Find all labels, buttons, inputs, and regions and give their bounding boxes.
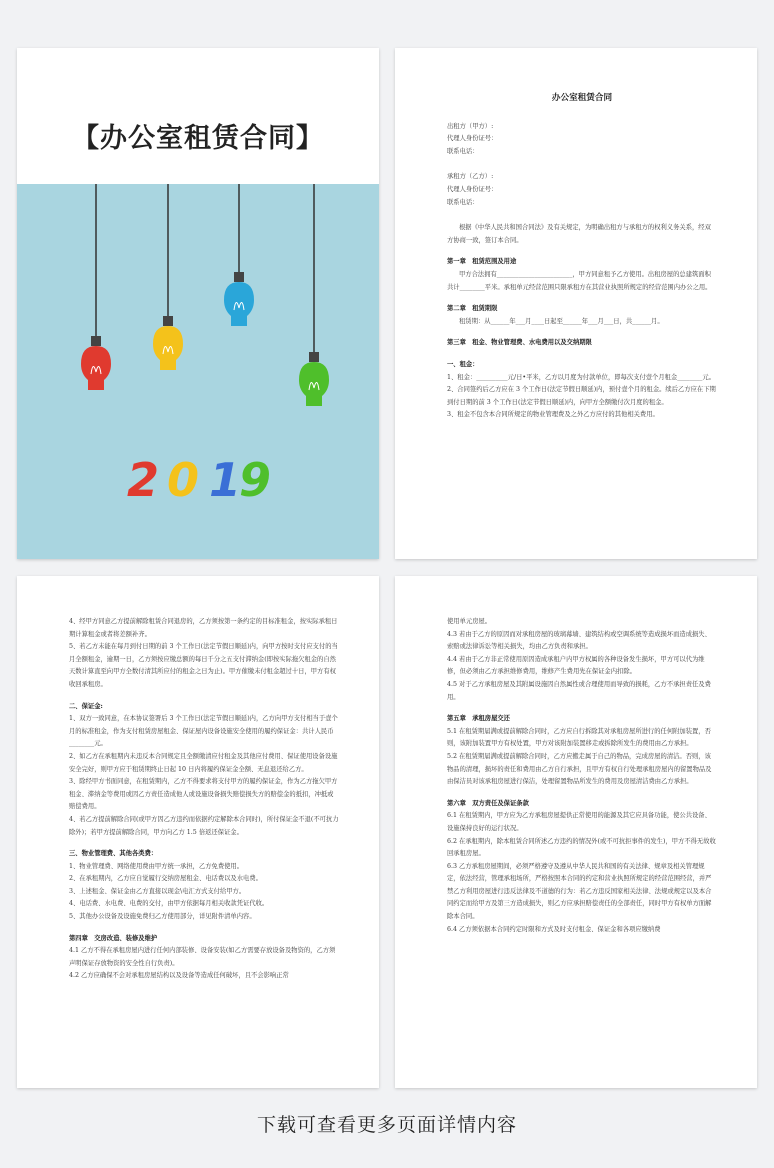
page-body: [447, 616, 717, 936]
paragraph: 4.4 若由于乙方非正常使用原因造成承租户内甲方权属的各种设备发生损坏，甲方可以代为维修，但必须由乙方承担维修费用，维修产生费用先在保证金内扣除。: [447, 655, 705, 676]
section-heading: 第二章 租赁期限: [447, 305, 498, 313]
contract-page-3: [395, 576, 757, 1088]
year-digit: 9: [239, 453, 272, 507]
paragraph: 1、物业管理费、网络使用费由甲方统一承担，乙方免费使用。: [69, 862, 244, 870]
blue-bulb-icon: [224, 184, 254, 326]
paragraph: 4.5 对于乙方承租房屋及其附属设施因自然属性或合理使用而导致的损耗，乙方不承担责任及费用。: [447, 680, 711, 701]
paragraph: 4.1 乙方不得在承租房屋内进行任何内部装修、设备安装(如乙方需要存放设备及物资的，乙方须声明保证存放物资的安全性自行负责)。: [69, 947, 336, 967]
green-bulb-icon: [299, 184, 329, 406]
contract-page-2: [17, 576, 379, 1088]
year-digit: 1: [209, 453, 242, 507]
paragraph: 4.3 若由于乙方的原因而对承租房屋的玻璃幕墙、建筑结构或空调系统等造成损坏而造成损失、索赔或法律诉讼等相关损失，均由乙方负责和承担。: [447, 630, 711, 651]
paragraph: 5、若乙方未能在每月到付日期的前 3 个工作日(法定节假日顺延)内，向甲方按时支付应支付的当月全额租金，逾期一日，乙方须按应缴总额的每日千分之五支付滞纳金(即按实际拖欠租金的自然天数计算直至向甲方全数付清其所应付的租金之日为止)。甲方催缴未付租金超过十日，甲方有权收回承租房。: [69, 643, 338, 688]
paragraph: 6.2 在承租期内，除本租赁合同所述乙方违约的情况外(或不可抗拒事件的发生)，甲方不得无故收回承租房屋。: [447, 837, 716, 858]
paragraph: 联系电话：: [447, 198, 479, 206]
paragraph: 代理人身份证号：: [447, 135, 498, 143]
section-heading: 第四章 交房改造、装修及维护: [69, 934, 158, 942]
page-body: [69, 616, 339, 983]
paragraph: 租赁期：从______年___月____日起至______年___月___日，共______月。: [459, 317, 664, 325]
paragraph: 承租方（乙方）:: [447, 173, 494, 181]
section-heading: 一、租金：: [447, 360, 479, 368]
paragraph: 4、经甲方同意乙方提前解除租赁合同退房的，乙方须按第一条约定的目标准租金，按实际承租日期计算租金或者将差额补齐。: [69, 618, 338, 638]
paragraph: [447, 209, 717, 222]
paragraph: 2、合同签约后乙方应在 3 个工作日(法定节假日顺延)内，预付壹个月的租金。续后乙方应在下期到付日期的前 3 个工作日(法定节假日顺延)内，向甲方全额缴付次月度的租金。: [447, 386, 716, 406]
section-heading: 第五章 承租房屋交还: [447, 715, 510, 723]
paragraph: 4.2 乙方应确保不会对承租房屋结构以及设备等造成任何破坏，且不会影响正常: [69, 972, 289, 980]
paragraph: 甲方合法拥有________________________，甲方同意租予乙方使用。出租房屋的总建筑面积共计________平米。承租单元经营范围只限承租方在其营业执照所规定的经营范围内办公之用。: [447, 270, 712, 291]
paragraph: 4、若乙方提前解除合同(或甲方因乙方违约而依据约定解除本合同时)，所付保证金不退(不可抗力除外)；若甲方提前解除合同，甲方向乙方 1.5 倍返还保证金。: [69, 815, 339, 836]
paragraph: 6.1 在租赁期内，甲方应为乙方承租房屋提供正常使用的能源及其它应具备功能，使公共设备、设施保持良好的运行状况。: [447, 812, 711, 832]
red-bulb-icon: [81, 184, 111, 390]
contract-page-1: [395, 48, 757, 559]
yellow-bulb-icon: [153, 184, 183, 370]
section-heading: 三、物业管理费、其他各类费：: [69, 850, 158, 858]
year-digit: 2: [127, 453, 160, 507]
paragraph: 出租方（甲方）:: [447, 122, 494, 130]
download-hint[interactable]: 下载可查看更多页面详情内容: [256, 1114, 517, 1136]
paragraph: 2、如乙方在承租期内未违反本合同规定且全额缴清应付租金及其他应付费用、保证使用设备设施安全完好，则甲方应于租赁期终止日起 10 日内将履约保证金全额、无息退还给乙方。: [69, 752, 338, 773]
paragraph: 5.1 在租赁期届满或提前解除合同时，乙方应自行拆除其对承租房屋所进行的任何附加装置，否则，该附加装置甲方有权处置，甲方对该附加装置移走或拆除所发生的费用由乙方承担。: [447, 727, 711, 748]
contract-title: 办公室租赁合同: [551, 93, 613, 103]
paragraph: 3、租金不包含本合同所规定的物业管理费及之外乙方应付的其他相关费用。: [447, 411, 659, 419]
section-heading: 二、保证金:: [69, 702, 103, 710]
paragraph: 3、除经甲方书面同意，在租赁期内，乙方不得要求将支付甲方的履约保证金，作为乙方拖欠甲方租金、滞纳金等费用或因乙方责任造成他人或设施设备损失赔偿损失方的赔偿金的抵扣，冲抵或赔偿费用。: [69, 778, 338, 811]
paragraph: [447, 158, 717, 171]
paragraph: 联系电话：: [447, 147, 479, 155]
paragraph: 代理人身份证号：: [447, 185, 498, 193]
paragraph: 根据《中华人民共和国合同法》及有关规定，为明确出租方与承租方的权利义务关系，经双方协商一致，签订本合同。: [447, 224, 711, 244]
paragraph: 5、其他办公设备及设施免费归乙方使用部分，详见附件清单内容。: [69, 913, 256, 921]
page-body: [447, 121, 717, 422]
year-2019-graphic: [127, 453, 271, 507]
year-digit: 0: [167, 453, 200, 507]
paragraph: 6.4 乙方须依据本合同约定时限和方式及时支付租金、保证金和各项应缴纳费: [447, 925, 661, 933]
paragraph: 6.3 乙方承租房屋期间，必须严格遵守及遵从中华人民共和国的有关法律、规章及相关管理规定，依法经营，管理承租场所，严格按照本合同的约定和营业执照所规定的经营范围经营，并严禁乙方利用房屋进行违反法律及不道德的行为：若乙方违反国家相关法律、法规或规定以及本合同约定而给甲方及第三方造成损失，则乙方应承担赔偿责任的全部责任，同时甲方有权单方面解除本合同。: [447, 862, 712, 921]
paragraph: 1、双方一致同意，在本协议签署后 3 个工作日(法定节假日顺延)内，乙方向甲方支付相当于壹个月的标准租金，作为支付租赁房屋租金、保证屋内设备设施安全使用的履约保证金：共计人民币________元。: [69, 715, 338, 748]
paragraph: 使用单元房屋。: [447, 618, 492, 625]
paragraph: 5.2 在租赁期届满或提前解除合同时，乙方应搬走属于自己的物品，完成房屋的清洁。否则，该物品的清理，损坏的责任和费用由乙方自行承担，且甲方有权自行处理承租房屋内的留置物品及由保洁员对该承租房屋进行保洁，处理留置物品所发生的费用及房屋清洁费由乙方承担。: [447, 752, 712, 786]
cover-title: 【办公室租赁合同】: [72, 123, 324, 154]
paragraph: 2、在承租期内，乙方应自觉履行交纳房屋租金、电话费以及水电费。: [69, 875, 262, 883]
section-heading: 第三章 租金、物业管理费、水电费用以及交纳期限: [447, 339, 592, 347]
paragraph: 3、上述租金、保证金由乙方直接以现金\电汇方式支付给甲方。: [69, 887, 246, 895]
paragraph: 1、租金：__________元/日•平米，乙方以月度为付款单位，即每次支付壹个月租金________元。: [447, 373, 716, 381]
section-heading: 第一章 租赁范围及用途: [447, 258, 517, 266]
paragraph: 4、电话费、水电费、电费的交付，由甲方依据每月相关收款凭证代收。: [69, 900, 269, 908]
cover-page: [17, 48, 379, 559]
cover-illustration: [17, 184, 379, 559]
section-heading: 第六章 双方责任及保证条款: [447, 799, 529, 807]
